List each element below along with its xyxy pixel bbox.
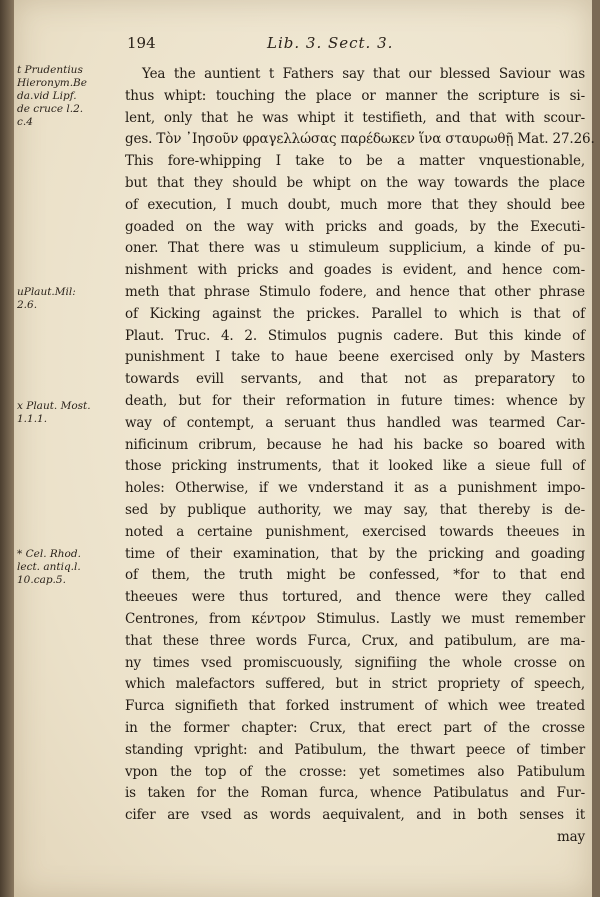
text-line: of them, the truth might be confessed, *for to that end — [125, 567, 585, 584]
text-line: noted a certaine punishment, exercised towards theeues in — [125, 523, 585, 540]
text-line: in the former chapter: Crux, that erect part of the crosse — [125, 719, 585, 736]
text-line: standing vpright: and Patibulum, the thwart peece of timber — [125, 741, 585, 758]
text-line: is taken for the Roman furca, whence Patibulatus and Fur- — [125, 785, 585, 802]
text-line: those pricking instruments, that it looked like a sieue full of — [125, 458, 585, 475]
text-line: goaded on the way with pricks and goads, by the Executi- — [125, 218, 585, 235]
text-line: way of contempt, a seruant thus handled was tearmed Car- — [125, 414, 585, 431]
margin-note-line: 2.6. — [17, 299, 38, 311]
text-line: nishment with pricks and goades is evident, and hence com- — [125, 262, 585, 279]
text-line: This fore-whipping I take to be a matter vnquestionable, — [125, 153, 585, 170]
margin-note-line: 10.cap.5. — [17, 574, 66, 586]
running-head: Lib. 3. Sect. 3. — [267, 34, 394, 52]
margin-note-line: Hieronym.Be — [17, 77, 87, 89]
body-text — [125, 64, 595, 849]
page-header — [0, 34, 600, 54]
page-number: 194 — [127, 34, 156, 52]
text-line: Furca signifieth that forked instrument of which wee treated — [125, 698, 585, 715]
catchword: may — [556, 828, 585, 845]
text-line: theeues were thus tortured, and thence were they called — [125, 589, 585, 606]
margin-note-rhodiginus — [17, 548, 117, 587]
text-line: ny times vsed promiscuously, signifiing the whole crosse on — [125, 654, 585, 671]
text-line: Centrones, from κέντρον Stimulus. Lastly we must remember — [125, 610, 585, 627]
text-line: cifer are vsed as words aequivalent, and in both senses it — [125, 807, 585, 824]
text-line: nificinum cribrum, because he had his backe so boared with — [125, 436, 585, 453]
margin-note-line: uPlaut.Mil: — [17, 286, 76, 298]
text-line: sed by publique authority, we may say, that thereby is de- — [125, 501, 585, 518]
margin-note-line: t Prudentius — [17, 64, 83, 76]
text-line: time of their examination, that by the pricking and goading — [125, 545, 585, 562]
text-line: but that they should be whipt on the way towards the place — [125, 174, 585, 191]
text-line: punishment I take to haue beene exercised only by Masters — [125, 349, 585, 366]
margin-note-line: de cruce l.2. — [17, 103, 84, 115]
text-line: vpon the top of the crosse: yet sometimes also Patibulum — [125, 763, 585, 780]
margin-note-line: da.vid Lipf. — [17, 90, 77, 102]
margin-note-line: * Cel. Rhod. — [17, 548, 81, 560]
text-line: Plaut. Truc. 4. 2. Stimulos pugnis cadere. But this kinde of — [125, 327, 585, 344]
text-line: of execution, I much doubt, much more that they should bee — [125, 196, 585, 213]
margin-note-line: x Plaut. Most. — [17, 400, 91, 412]
text-line: of Kicking against the prickes. Parallel to which is that of — [125, 305, 585, 322]
text-line: towards evill servants, and that not as preparatory to — [125, 371, 585, 388]
text-line: Yea the auntient t Fathers say that our blessed Saviour was — [142, 66, 585, 82]
text-line: thus whipt: touching the place or manner the scripture is si- — [125, 87, 585, 104]
text-line: lent, only that he was whipt it testifieth, and that with scour- — [125, 109, 585, 126]
margin-note-line: lect. antiq.l. — [17, 561, 81, 573]
margin-note-line: c.4 — [17, 116, 33, 128]
margin-note-prudentius — [17, 64, 117, 129]
text-line: that these three words Furca, Crux, and patibulum, are ma- — [125, 632, 585, 649]
book-gutter — [0, 0, 14, 897]
text-line: meth that phrase Stimulo fodere, and hence that other phrase — [125, 283, 585, 300]
text-line: which malefactors suffered, but in strict propriety of speech, — [125, 676, 585, 693]
text-line: death, but for their reformation in future times: whence by — [125, 392, 585, 409]
text-line: ges. Τὸν ᾽Ιησοῦν φραγελλώσας παρέδωκεν ἵνα σταυρωθῇ Mat. 27.26. — [125, 131, 595, 148]
margin-note-plautus-mil — [17, 286, 117, 312]
margin-note-line: 1.1.1. — [17, 413, 48, 425]
text-line: holes: Otherwise, if we vnderstand it as a punishment impo- — [125, 480, 585, 497]
margin-note-plautus-most — [17, 400, 117, 426]
text-line: oner. That there was u stimuleum supplicium, a kinde of pu- — [125, 240, 585, 257]
